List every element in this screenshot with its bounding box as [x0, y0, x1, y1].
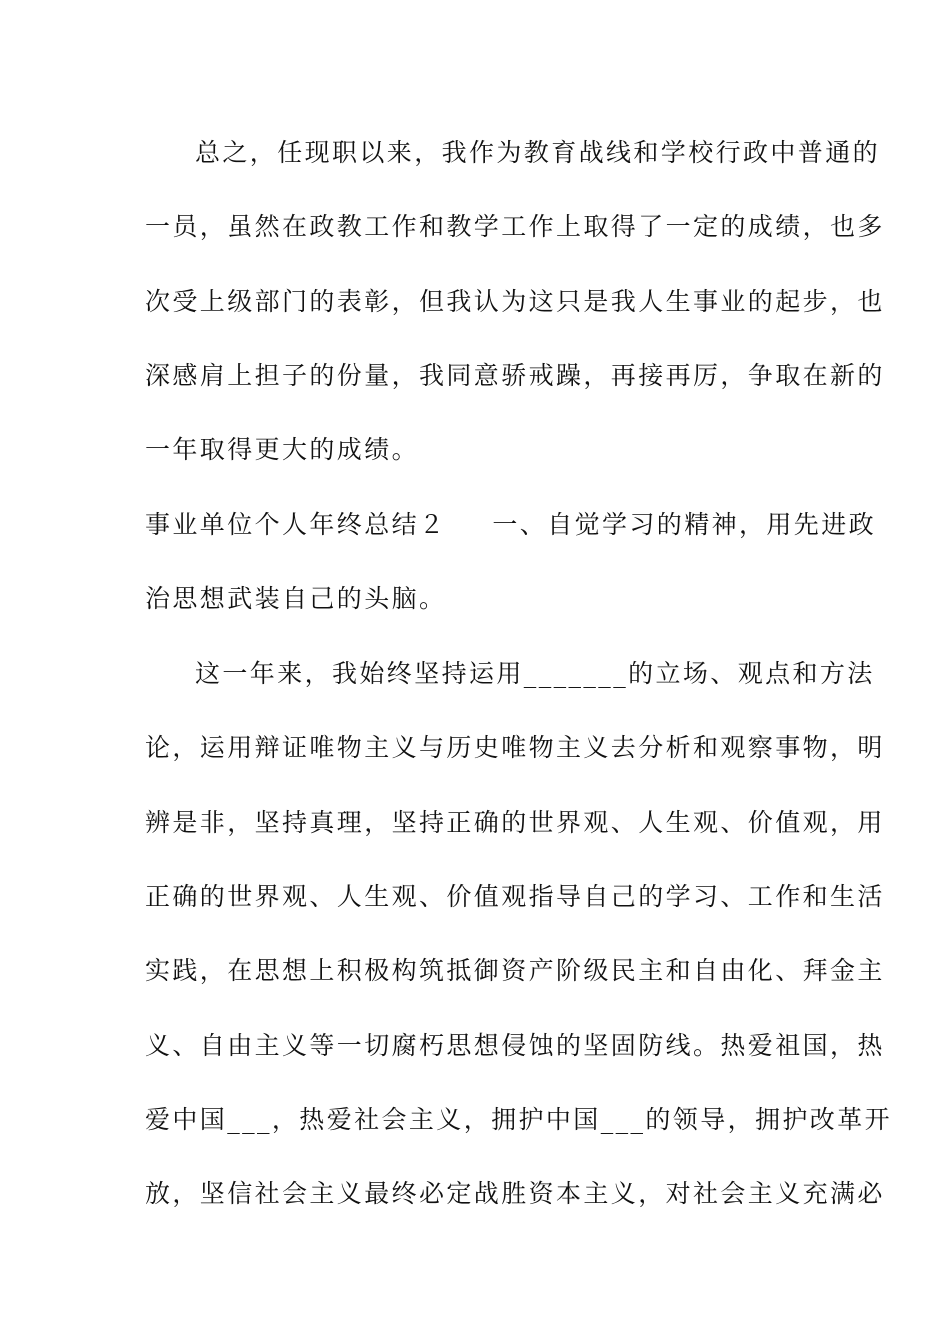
- section-heading-line: [145, 507, 877, 543]
- paragraph-line: 一年取得更大的成绩。: [145, 435, 420, 464]
- paragraph-line: 治思想武装自己的头脑。: [145, 584, 447, 613]
- paragraph-line: 实践，在思想上积极构筑抵御资产阶级民主和自由化、拜金主: [145, 956, 885, 985]
- paragraph-line: 论，运用辩证唯物主义与历史唯物主义去分析和观察事物，明: [145, 733, 885, 762]
- paragraph-line: 辨是非，坚持真理，坚持正确的世界观、人生观、价值观，用: [145, 808, 885, 837]
- section-title: 事业单位个人年终总结２: [145, 510, 447, 539]
- paragraph-line: 一员，虽然在政教工作和教学工作上取得了一定的成绩，也多: [145, 212, 885, 241]
- paragraph-line: 这一年来，我始终坚持运用_______的立场、观点和方法: [195, 659, 875, 688]
- paragraph-line: 总之，任现职以来，我作为教育战线和学校行政中普通的: [195, 138, 881, 167]
- paragraph-line: 次受上级部门的表彰，但我认为这只是我人生事业的起步，也: [145, 287, 885, 316]
- paragraph-line: 爱中国___，热爱社会主义，拥护中国___的领导，拥护改革开: [145, 1105, 893, 1134]
- section-first-point: 一、自觉学习的精神，用先进政: [492, 510, 877, 539]
- paragraph-line: 深感肩上担子的份量，我同意骄戒躁，再接再厉，争取在新的: [145, 361, 885, 390]
- paragraph-line: 义、自由主义等一切腐朽思想侵蚀的坚固防线。热爱祖国，热: [145, 1031, 885, 1060]
- paragraph-line: 正确的世界观、人生观、价值观指导自己的学习、工作和生活: [145, 882, 885, 911]
- paragraph-line: 放，坚信社会主义最终必定战胜资本主义，对社会主义充满必: [145, 1179, 885, 1208]
